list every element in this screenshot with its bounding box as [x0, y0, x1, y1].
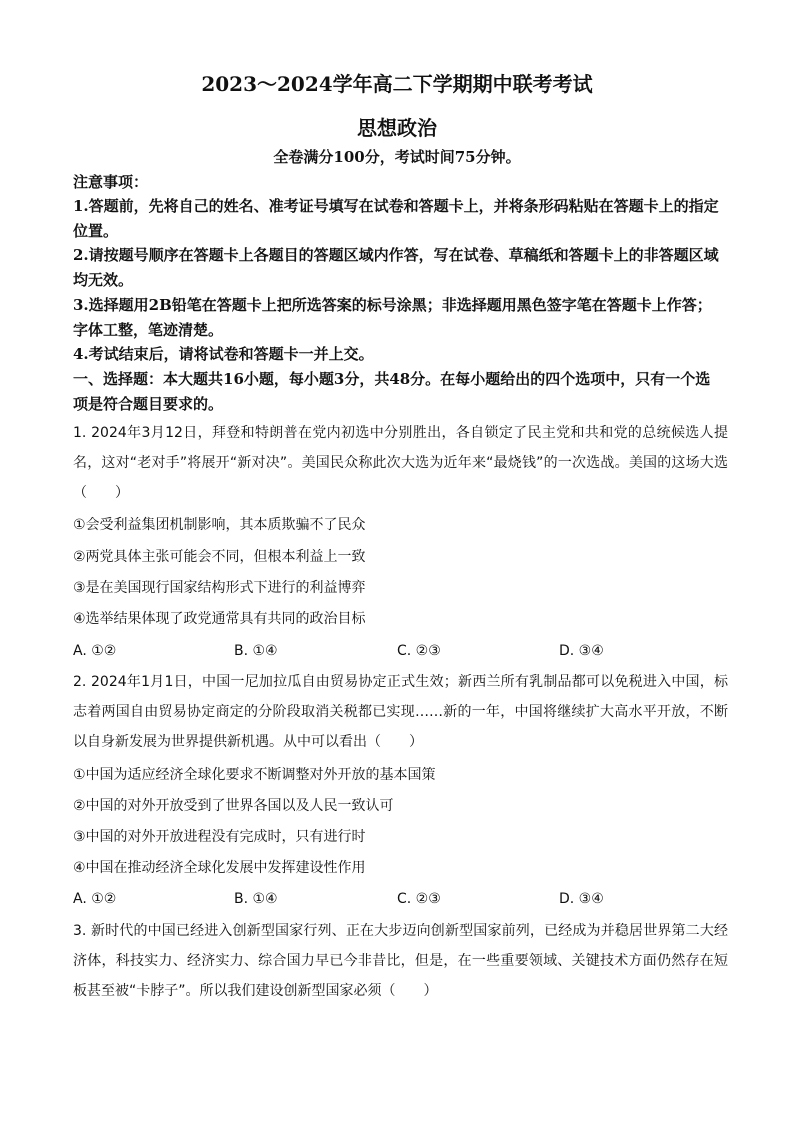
question-2-stem: 2. 2024年1月1日，中国一尼加拉瓜自由贸易协定正式生效；新西兰所有乳制品都可以免税进入中国，标志着两国自由贸易协定商定的分阶段取消关税都已实现……新的一年，中国将继续扩大高水平开放，不断以自身新发展为世界提供新机遇。从中可以看出（ ）: [73, 674, 728, 750]
question-2-choice-d[interactable]: D. ③④: [559, 891, 604, 907]
question-2-statement-1: ①中国为适应经济全球化要求不断调整对外开放的基本国策: [73, 767, 436, 783]
note-item-4: 4.考试结束后，请将试卷和答题卡一并上交。: [73, 345, 374, 363]
question-2-choice-c[interactable]: C. ②③: [397, 891, 441, 907]
exam-info: 全卷满分100分，考试时间75分钟。: [273, 148, 521, 166]
question-2-choice-b[interactable]: B. ①④: [234, 891, 278, 907]
question-1-stem: 1. 2024年3月12日，拜登和特朗普在党内初选中分别胜出，各自锁定了民主党和共和党的总统候选人提名，这对“老对手”将展开“新对决”。美国民众称此次大选为近年来“最烧钱”的一次选战。美国的这场大选（ ）: [73, 425, 728, 501]
question-1-choice-c[interactable]: C. ②③: [397, 643, 441, 659]
section-heading: 一、选择题：本大题共16小题，每小题3分，共48分。在每小题给出的四个选项中，只有一个选项是符合题目要求的。: [73, 370, 711, 413]
note-item-2: 2.请按题号顺序在答题卡上各题目的答题区域内作答，写在试卷、草稿纸和答题卡上的非答题区域均无效。: [73, 246, 719, 289]
question-1-statement-3: ③是在美国现行国家结构形式下进行的利益博弈: [73, 580, 366, 596]
question-3-stem: 3. 新时代的中国已经进入创新型国家行列、正在大步迈向创新型国家前列，已经成为并稳居世界第二大经济体，科技实力、经济实力、综合国力早已今非昔比，但是，在一些重要领域、关键技术方面仍然存在短板甚至被“卡脖子”。所以我们建设创新型国家必须（ ）: [73, 923, 728, 999]
question-2-statement-4: ④中国在推动经济全球化发展中发挥建设性作用: [73, 860, 366, 876]
question-2-choice-a[interactable]: A. ①②: [73, 891, 117, 907]
question-1-statement-2: ②两党具体主张可能会不同，但根本利益上一致: [73, 549, 366, 565]
subject-title: 思想政治: [357, 116, 437, 140]
question-1-choice-a[interactable]: A. ①②: [73, 643, 117, 659]
question-2-statement-2: ②中国的对外开放受到了世界各国以及人民一致认可: [73, 798, 394, 814]
question-1-choice-b[interactable]: B. ①④: [234, 643, 278, 659]
question-2-statement-3: ③中国的对外开放进程没有完成时，只有进行时: [73, 829, 366, 845]
question-1-statement-1: ①会受利益集团机制影响，其本质欺骗不了民众: [73, 517, 366, 533]
notes-heading: 注意事项：: [73, 173, 149, 191]
exam-title: 2023～2024学年高二下学期期中联考考试: [201, 72, 593, 96]
question-1-choice-d[interactable]: D. ③④: [559, 643, 604, 659]
question-1-statement-4: ④选举结果体现了政党通常具有共同的政治目标: [73, 611, 366, 627]
note-item-3: 3.选择题用2B铅笔在答题卡上把所选答案的标号涂黑；非选择题用黑色签字笔在答题卡上作答；字体工整，笔迹清楚。: [73, 296, 712, 339]
note-item-1: 1.答题前，先将自己的姓名、准考证号填写在试卷和答题卡上，并将条形码粘贴在答题卡上的指定位置。: [73, 197, 719, 240]
